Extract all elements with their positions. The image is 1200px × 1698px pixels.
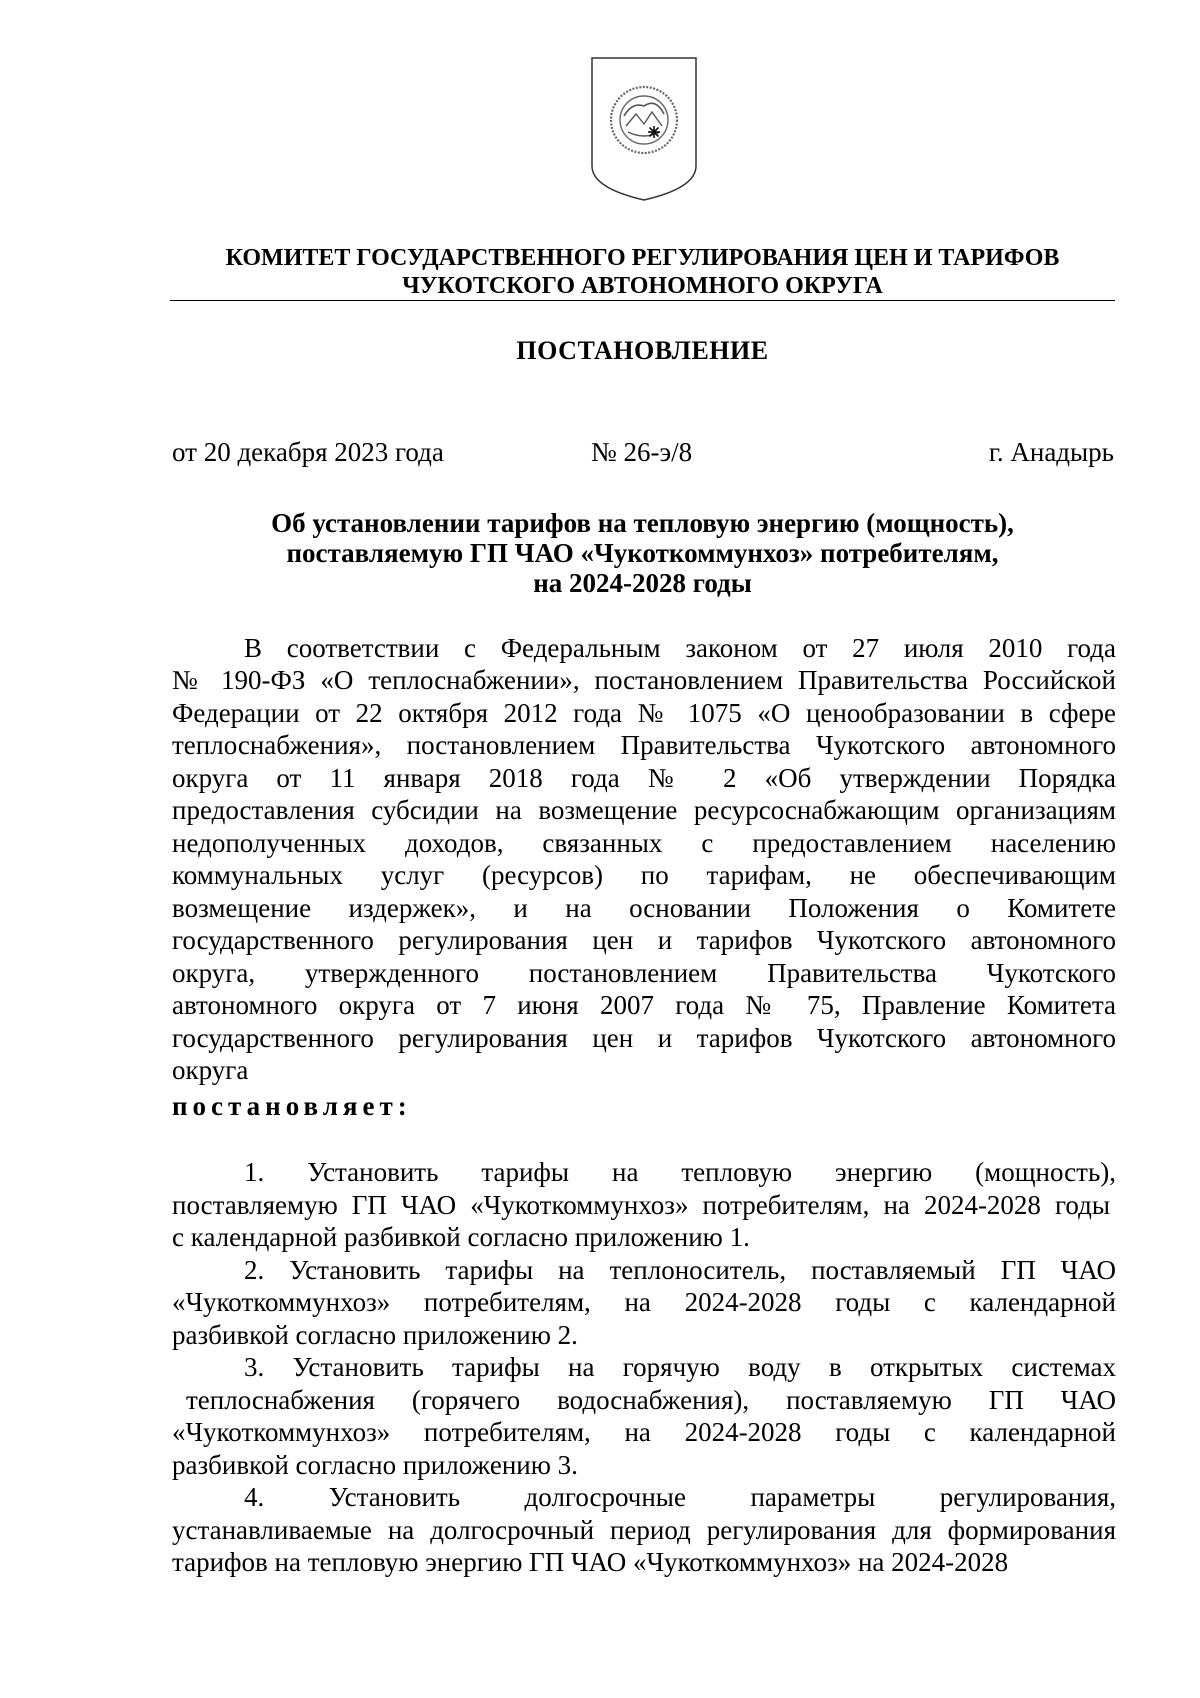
preamble-line: № 190-ФЗ «О теплоснабжении», постановлением Правительства Российской <box>172 665 1116 695</box>
item-2-line: разбивкой согласно приложению 2. <box>172 1320 578 1350</box>
preamble-line: В соответствии с Федеральным законом от 27 июля 2010 года <box>244 633 1116 663</box>
document-title-line-3: на 2024-2028 годы <box>533 568 752 598</box>
document-date: от 20 декабря 2023 года <box>172 437 444 467</box>
preamble-line: недополученных доходов, связанных с предоставлением населению <box>172 828 1116 858</box>
document-number: № 26-э/8 <box>591 437 693 467</box>
item-4-line: устанавливаемые на долгосрочный период регулирования для формирования <box>172 1515 1116 1545</box>
item-3-line: «Чукоткоммунхоз» потребителям, на 2024-2028 годы с календарной <box>172 1417 1116 1447</box>
document-city: г. Анадырь <box>988 437 1114 467</box>
preamble-line: государственного регулирования цен и тарифов Чукотского автономного <box>172 925 1116 955</box>
preamble-line: округа, утвержденного постановлением Правительства Чукотского <box>172 958 1116 988</box>
header-divider <box>170 300 1115 301</box>
preamble-line: коммунальных услуг (ресурсов) по тарифам, не обеспечивающим <box>172 860 1116 890</box>
coat-of-arms-icon <box>588 54 700 204</box>
preamble-line: автономного округа от 7 июня 2007 года № 75, Правление Комитета <box>172 990 1116 1020</box>
document-title-line-1: Об установлении тарифов на тепловую энергию (мощность), <box>271 508 1014 538</box>
item-4-line: тарифов на тепловую энергию ГП ЧАО «Чукоткоммунхоз» на 2024-2028 <box>172 1547 1009 1577</box>
document-title-line-2: поставляемую ГП ЧАО «Чукоткоммунхоз» потребителям, <box>286 538 999 568</box>
item-1-line: с календарной разбивкой согласно приложению 1. <box>172 1222 750 1252</box>
preamble-line: возмещение издержек», и на основании Положения о Комитете <box>172 893 1116 923</box>
preamble-line: Федерации от 22 октября 2012 года № 1075 «О ценообразовании в сфере <box>172 698 1116 728</box>
organization-name-line-2: ЧУКОТСКОГО АВТОНОМНОГО ОКРУГА <box>402 273 883 299</box>
organization-name-line-1: КОМИТЕТ ГОСУДАРСТВЕННОГО РЕГУЛИРОВАНИЯ ЦЕН И ТАРИФОВ <box>225 245 1060 271</box>
item-3-line: теплоснабжения (горячего водоснабжения), поставляемую ГП ЧАО <box>186 1385 1116 1415</box>
item-4-line: 4. Установить долгосрочные параметры регулирования, <box>244 1482 1116 1512</box>
preamble-line: государственного регулирования цен и тарифов Чукотского автономного <box>172 1023 1116 1053</box>
item-3-line: 3. Установить тарифы на горячую воду в открытых системах <box>244 1352 1116 1382</box>
document-type: ПОСТАНОВЛЕНИЕ <box>516 336 769 365</box>
item-3-line: разбивкой согласно приложению 3. <box>172 1450 578 1480</box>
preamble-line: округа от 11 января 2018 года № 2 «Об утверждении Порядка <box>172 763 1116 793</box>
preamble-line: теплоснабжения», постановлением Правительства Чукотского автономного <box>172 730 1116 760</box>
preamble-line: предоставления субсидии на возмещение ресурсоснабжающим организациям <box>172 795 1116 825</box>
item-2-line: «Чукоткоммунхоз» потребителям, на 2024-2028 годы с календарной <box>172 1287 1116 1317</box>
item-2-line: 2. Установить тарифы на теплоноситель, поставляемый ГП ЧАО <box>244 1255 1116 1285</box>
preamble-line: округа <box>172 1055 249 1085</box>
decree-word: постановляет: <box>172 1091 412 1121</box>
item-1-line: 1. Установить тарифы на тепловую энергию (мощность), <box>244 1157 1116 1187</box>
item-1-line: поставляемую ГП ЧАО «Чукоткоммунхоз» потребителям, на 2024-2028 годы <box>172 1190 1110 1220</box>
